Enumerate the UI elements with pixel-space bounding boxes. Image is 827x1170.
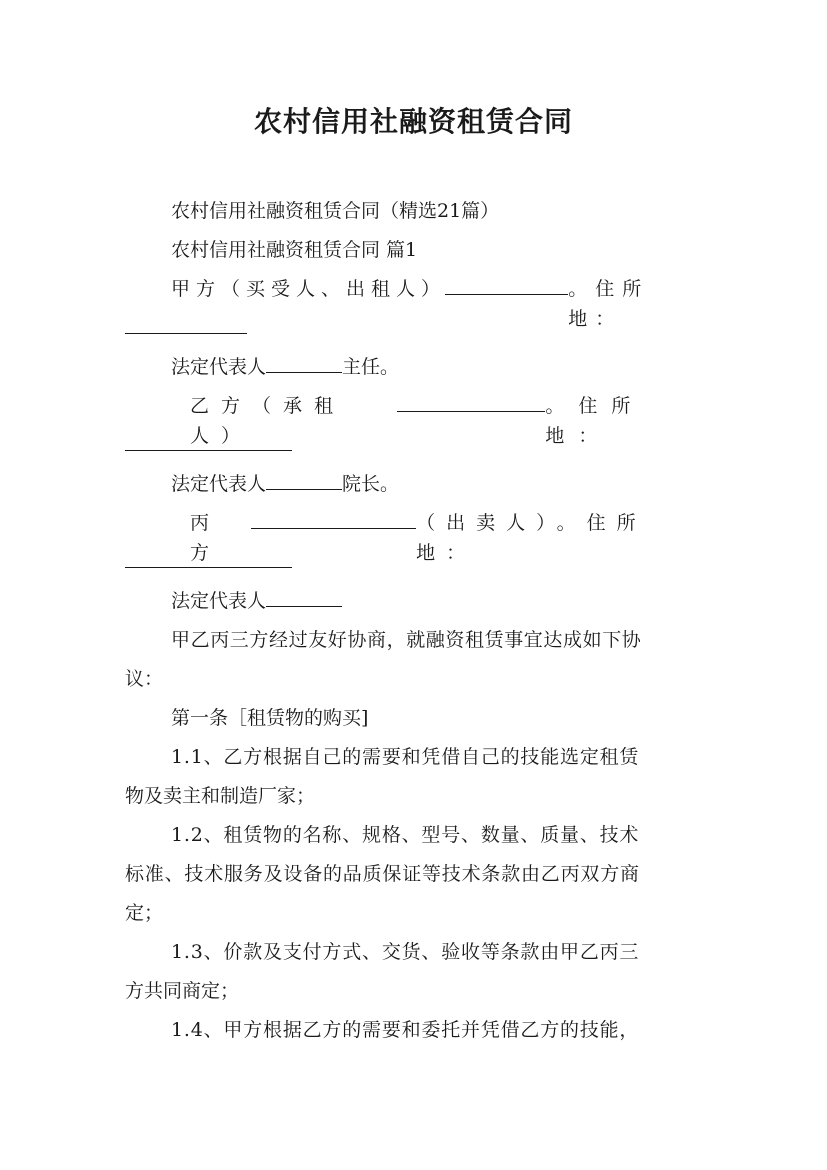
party-a-address-blank — [125, 313, 247, 334]
rep-a-line — [171, 352, 399, 382]
intro-line-1: 甲乙丙三方经过友好协商，就融资租赁事宜达成如下协 — [171, 629, 642, 651]
party-c-blank — [251, 508, 416, 529]
intro-line-2: 议： — [125, 668, 164, 690]
rep-b-label: 法定代表人 — [171, 473, 267, 495]
party-b-address-blank — [125, 430, 292, 451]
party-a-line — [171, 274, 703, 334]
clause-1-3-line-1: 1.3、价款及支付方式、交货、验收等条款由甲乙丙三 — [171, 941, 640, 963]
clause-1-2-line-2: 标准、技术服务及设备的品质保证等技术条款由乙丙双方商 — [125, 863, 640, 885]
party-b-blank — [397, 391, 545, 412]
party-a-address-blank-line — [125, 313, 247, 343]
rep-b-blank — [266, 469, 342, 490]
party-b-label: 乙方（承租人） — [190, 395, 346, 447]
party-b-address-label: 。住所地： — [545, 395, 645, 447]
rep-c-line — [171, 586, 342, 616]
article-1-heading: 第一条［租赁物的购买] — [171, 707, 369, 729]
clause-1-2-line-3: 定； — [125, 902, 164, 924]
rep-b-line — [171, 469, 399, 499]
rep-c-blank — [266, 586, 342, 607]
clause-1-2-line-1: 1.2、租赁物的名称、规格、型号、数量、质量、技术 — [171, 824, 640, 846]
clause-1-1-line-1: 1.1、乙方根据自己的需要和凭借自己的技能选定租赁 — [171, 746, 640, 768]
clause-1-4-line-1: 1.4、甲方根据乙方的需要和委托并凭借乙方的技能， — [171, 1019, 640, 1041]
rep-b-role: 院长。 — [342, 473, 400, 495]
clause-1-1-line-2: 物及卖主和制造厂家； — [125, 785, 316, 807]
party-a-label: 甲方（买受人、出租人） — [171, 278, 447, 300]
section-heading: 农村信用社融资租赁合同 篇1 — [171, 239, 418, 261]
party-c-label: 丙方 — [190, 512, 222, 564]
party-b-address-blank-line — [125, 430, 292, 460]
rep-a-label: 法定代表人 — [171, 356, 267, 378]
party-a-blank — [445, 274, 568, 295]
party-a-address-label: 。住所地： — [568, 278, 650, 330]
party-c-address-blank-line — [125, 547, 292, 577]
rep-c-label: 法定代表人 — [171, 590, 267, 612]
document-subtitle: 农村信用社融资租赁合同（精选21篇） — [171, 200, 500, 222]
rep-a-blank — [266, 352, 342, 373]
party-c-tail: （出卖人）。住所地： — [416, 512, 647, 564]
rep-a-role: 主任。 — [342, 356, 400, 378]
clause-1-3-line-2: 方共同商定； — [125, 980, 240, 1002]
party-c-address-blank — [125, 547, 292, 568]
document-title: 农村信用社融资租赁合同 — [253, 105, 573, 138]
